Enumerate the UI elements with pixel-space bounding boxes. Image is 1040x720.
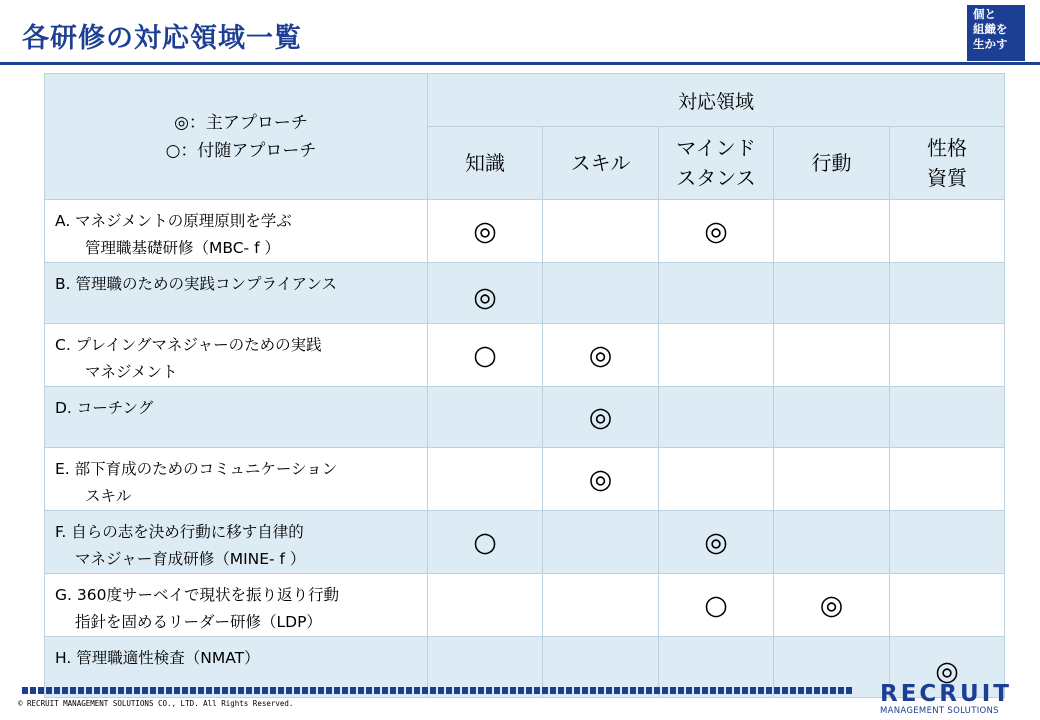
- course-line: F. 自らの志を決め行動に移す自律的: [55, 523, 304, 541]
- badge-line: 組織を: [973, 22, 1008, 36]
- course-line: C. プレイングマネジャーのための実践: [55, 336, 322, 354]
- course-line: H. 管理職適性検査（NMAT）: [55, 649, 260, 667]
- logo-main-text: RECRUIT: [880, 681, 1012, 707]
- table-row: [45, 511, 1005, 574]
- course-line: G. 360度サーベイで現状を振り返り行動: [55, 586, 339, 604]
- mark-cell: ◎: [774, 574, 890, 637]
- column-header-line: 行動: [811, 151, 852, 175]
- company-logo: [880, 682, 1020, 716]
- column-header-line: 知識: [465, 151, 505, 175]
- copyright-notice: © RECRUIT MANAGEMENT SOLUTIONS CO., LTD. All Rights Reserved.: [18, 699, 294, 708]
- column-header-line: 性格: [927, 136, 968, 160]
- mark-cell: ◎: [543, 324, 659, 387]
- mark-cell: [428, 574, 543, 637]
- column-header-skill: [543, 127, 659, 200]
- mark-cell: ○: [428, 324, 543, 387]
- mark-cell: [774, 263, 890, 324]
- mark-cell: [890, 511, 1005, 574]
- column-header-behavior: [774, 127, 890, 200]
- table-row: [45, 263, 1005, 324]
- mark-cell: [659, 263, 774, 324]
- course-line: A. マネジメントの原理原則を学ぶ: [55, 212, 292, 230]
- mark-cell: [659, 324, 774, 387]
- mark-cell: [890, 574, 1005, 637]
- mark-cell: [774, 324, 890, 387]
- table-row: [45, 200, 1005, 263]
- title-underline: [0, 62, 1040, 65]
- table-row: [45, 574, 1005, 637]
- mark-cell: [659, 448, 774, 511]
- group-header: 対応領域: [428, 74, 1005, 127]
- mark-cell: ◎: [659, 511, 774, 574]
- mark-cell: ○: [428, 511, 543, 574]
- table-row: [45, 387, 1005, 448]
- column-header-knowledge: [428, 127, 543, 200]
- mark-cell: [774, 387, 890, 448]
- column-header-mindset: [659, 127, 774, 200]
- course-line: スキル: [85, 487, 132, 505]
- column-header-line: 資質: [927, 166, 968, 190]
- mark-cell: ◎: [428, 200, 543, 263]
- course-line: D. コーチング: [55, 399, 154, 417]
- mark-cell: [428, 448, 543, 511]
- coverage-table: [44, 73, 1005, 698]
- mark-cell: ◎: [543, 387, 659, 448]
- badge-line: 生かす: [973, 37, 1008, 51]
- mark-cell: [890, 263, 1005, 324]
- mark-cell: ◎: [428, 263, 543, 324]
- course-name: [45, 574, 428, 637]
- course-name: [45, 511, 428, 574]
- course-line: B. 管理職のための実践コンプライアンス: [55, 275, 337, 293]
- course-name: [45, 324, 428, 387]
- mark-cell: ◎: [890, 637, 1005, 698]
- mark-cell: [774, 448, 890, 511]
- column-header-personality: [890, 127, 1005, 200]
- mark-cell: [659, 387, 774, 448]
- course-line: 指針を固めるリーダー研修（LDP）: [75, 613, 322, 631]
- logo-sub-text: MANAGEMENT SOLUTIONS: [880, 706, 999, 716]
- table-row: [45, 324, 1005, 387]
- table-body: [45, 200, 1005, 698]
- course-name: [45, 263, 428, 324]
- mark-cell: [774, 511, 890, 574]
- column-header-line: スキル: [570, 151, 631, 175]
- mark-cell: ◎: [543, 448, 659, 511]
- mark-cell: [890, 387, 1005, 448]
- mark-cell: [428, 387, 543, 448]
- column-header-line: マインド: [676, 136, 756, 160]
- mark-cell: ○: [659, 574, 774, 637]
- mark-cell: [890, 200, 1005, 263]
- mark-cell: [543, 511, 659, 574]
- mark-cell: [543, 200, 659, 263]
- course-name: [45, 387, 428, 448]
- course-name: [45, 200, 428, 263]
- course-line: E. 部下育成のためのコミュニケーション: [55, 460, 338, 478]
- mark-cell: [543, 263, 659, 324]
- course-name: [45, 448, 428, 511]
- table-row: [45, 448, 1005, 511]
- page-title: 各研修の対応領域一覧: [22, 23, 302, 54]
- legend-main: ◎：主アプローチ: [174, 112, 308, 133]
- column-header-line: スタンス: [676, 166, 756, 190]
- legend-sub: ○：付随アプローチ: [165, 140, 317, 161]
- badge-line: 個と: [973, 7, 996, 21]
- brand-badge: [967, 5, 1025, 61]
- legend-cell: [45, 74, 428, 200]
- mark-cell: ◎: [659, 200, 774, 263]
- course-line: マネジャー育成研修（MINE- f ）: [75, 550, 306, 568]
- mark-cell: [890, 324, 1005, 387]
- mark-cell: [774, 200, 890, 263]
- footer-dotted-rule: [22, 687, 854, 694]
- mark-cell: [543, 574, 659, 637]
- course-line: 管理職基礎研修（MBC- f ）: [85, 239, 280, 257]
- mark-cell: [890, 448, 1005, 511]
- course-line: マネジメント: [85, 363, 178, 381]
